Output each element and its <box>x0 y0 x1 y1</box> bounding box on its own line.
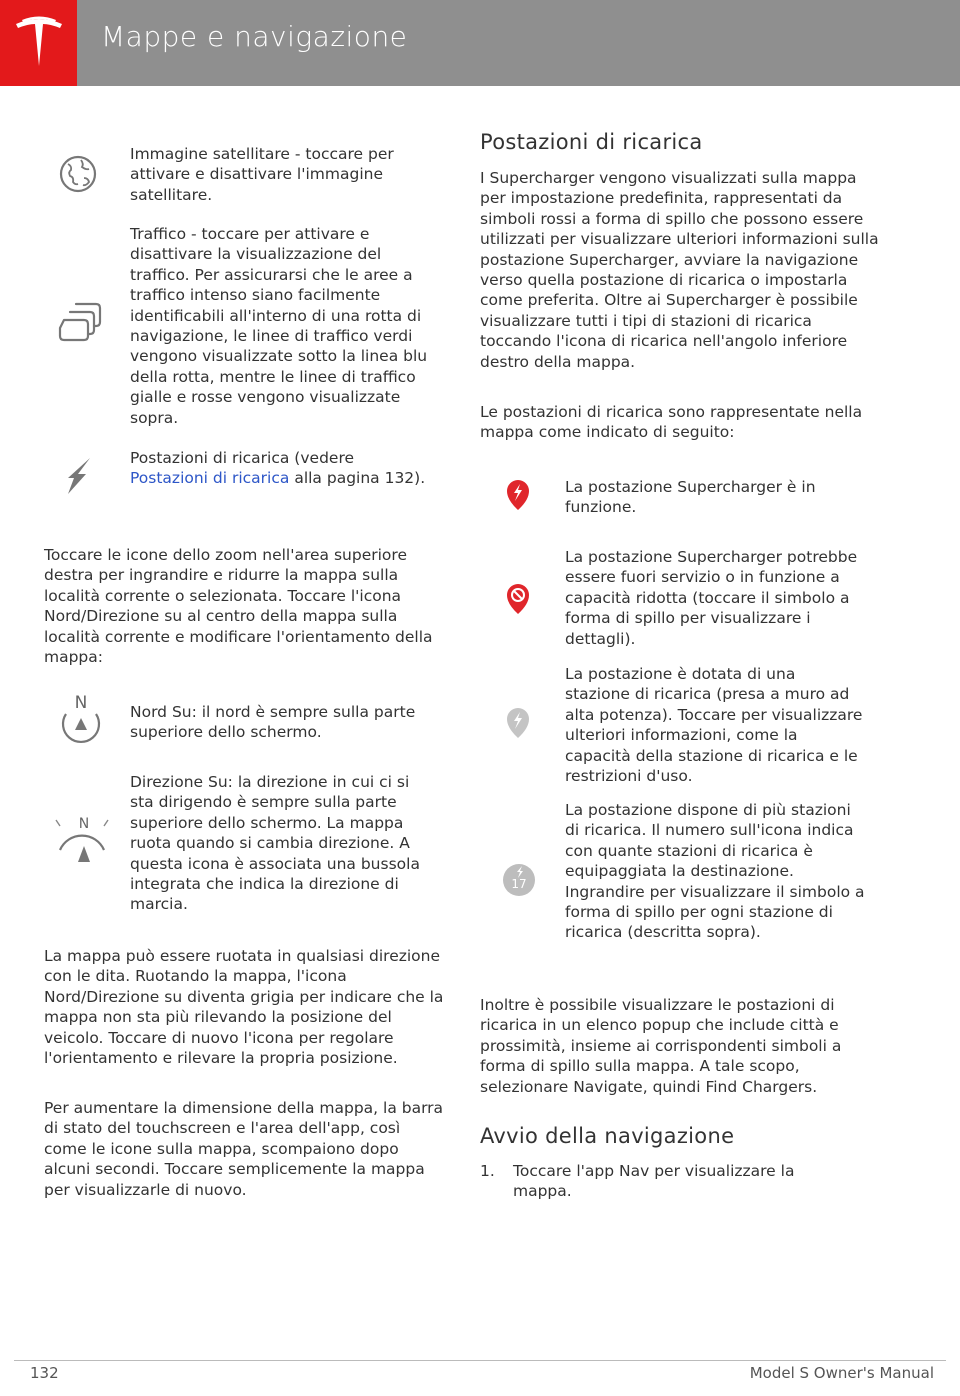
popup-paragraph: Inoltre è possibile visualizzare le postazioni di ricarica in un elenco popup che include città e prossimità, insieme ai corrispondenti simboli a forma di spillo sulla mappa. A tale scopo, selezionare Navigate, quindi Find Chargers. <box>480 996 842 1096</box>
zoom-paragraph: Toccare le icone dello zoom nell'area superiore destra per ingrandire e ridurre la mappa sulla località corrente o selezionata. Toccare l'icona Nord/Direzione su al centro della mappa sulla località corrente e modificare l'orientamento della mappa: <box>44 546 433 667</box>
step-number: 1. <box>480 1162 495 1180</box>
charger-cluster-text: La postazione dispone di più stazioni di ricarica. Il numero sull'icona indica con quante stazioni di ricarica è equipaggiata la destinazione. Ingrandire per visualizzare il simbolo a forma di spillo per ogni stazione di ricarica (descritta sopra). <box>565 801 865 942</box>
supercharger-pin-icon <box>505 478 531 512</box>
supercharger-operational-text: La postazione Supercharger è in funzione. <box>565 478 816 517</box>
page-header <box>0 0 960 86</box>
step-text: Toccare l'app Nav per visualizzare la mappa. <box>513 1162 795 1201</box>
charging-bolt-icon <box>60 454 100 498</box>
charging-intro: I Supercharger vengono visualizzati sulla mappa per impostazione predefinita, rappresentati da simboli rossi a forma di spillo che possono essere utilizzati per visualizzare ulteriori informazioni sulla postazione Supercharger, avviare la navigazione verso quella postazione di ricarica o impostarla come preferita. Oltre ai Supercharger è possibile visualizzare tutti i tipi di stazioni di ricarica toccando l'icona di ricarica nell'angolo inferiore destro della mappa. <box>480 169 879 371</box>
cluster-count: 17 <box>511 877 527 891</box>
globe-icon <box>56 152 100 196</box>
logo-box <box>0 0 77 86</box>
destination-charger-pin-icon <box>505 706 531 740</box>
tesla-logo-icon <box>14 16 64 70</box>
legend-intro: Le postazioni di ricarica sono rappresentate nella mappa come indicato di seguito: <box>480 403 863 442</box>
navigation-heading: Avvio della navigazione <box>480 1124 735 1148</box>
map-size-paragraph: Per aumentare la dimensione della mappa, la barra di stato del touchscreen e l'area dell'app, così come le icone sulla mappa, scompaiono dopo alcuni secondi. Toccare semplicemente la mappa per visualizzarle di nuovo. <box>44 1099 444 1199</box>
charging-heading: Postazioni di ricarica <box>480 130 703 154</box>
page-number: 132 <box>30 1364 59 1382</box>
heading-up-text: Direzione Su: la direzione in cui ci si sta dirigendo è sempre sulla parte superiore dello schermo. La mappa ruota quando si cambia direzione. A questa icona è associata una bussola integrata che indica la direzione di marcia. <box>130 773 420 914</box>
rotate-paragraph: La mappa può essere ruotata in qualsiasi direzione con le dita. Ruotando la mappa, l'icona Nord/Direzione su diventa grigia per indicare che la mappa non sta più rilevando la posizione del veicolo. Toccare di nuovo l'icona per regolare l'orientamento e rilevare la propria posizione. <box>44 947 444 1068</box>
traffic-cars-icon <box>56 298 106 344</box>
charger-cluster-icon <box>503 864 535 896</box>
supercharger-reduced-pin-icon <box>505 582 531 616</box>
north-up-text: Nord Su: il nord è sempre sulla parte superiore dello schermo. <box>130 703 416 742</box>
charging-locations-link[interactable]: Postazioni di ricarica <box>130 469 290 488</box>
destination-charger-text: La postazione è dotata di una stazione di ricarica (presa a muro ad alta potenza). Toccare per visualizzare ulteriori informazioni, come la capacità della stazione di ricarica e le restrizioni d'uso. <box>565 665 863 786</box>
traffic-text: Traffico - toccare per attivare e disattivare la visualizzazione del traffico. Per assicurarsi che le aree a traffico intenso siano facilmente identificabili all'interno di una rotta di navigazione, le linee di traffico verdi vengono visualizzate sotto la linea blu della rotta, mentre le linee di traffico gialle e rosse vengono visualizzate sopra. <box>130 225 428 427</box>
heading-up-icon <box>52 812 112 870</box>
manual-title: Model S Owner's Manual <box>749 1364 934 1382</box>
charging-locations-text: Postazioni di ricarica (vedere Postazioni di ricarica alla pagina 132). <box>130 449 426 488</box>
satellite-text: Immagine satellitare - toccare per attivare e disattivare l'immagine satellitare. <box>130 145 394 204</box>
svg-text:N: N <box>78 816 90 832</box>
north-up-icon <box>56 692 106 746</box>
page-title: Mappe e navigazione <box>101 20 408 53</box>
supercharger-reduced-text: La postazione Supercharger potrebbe essere fuori servizio o in funzione a capacità ridotta (toccare il simbolo a forma di spillo per visualizzare i dettagli). <box>565 548 858 648</box>
footer-divider <box>14 1360 946 1361</box>
svg-text:N: N <box>74 693 88 713</box>
